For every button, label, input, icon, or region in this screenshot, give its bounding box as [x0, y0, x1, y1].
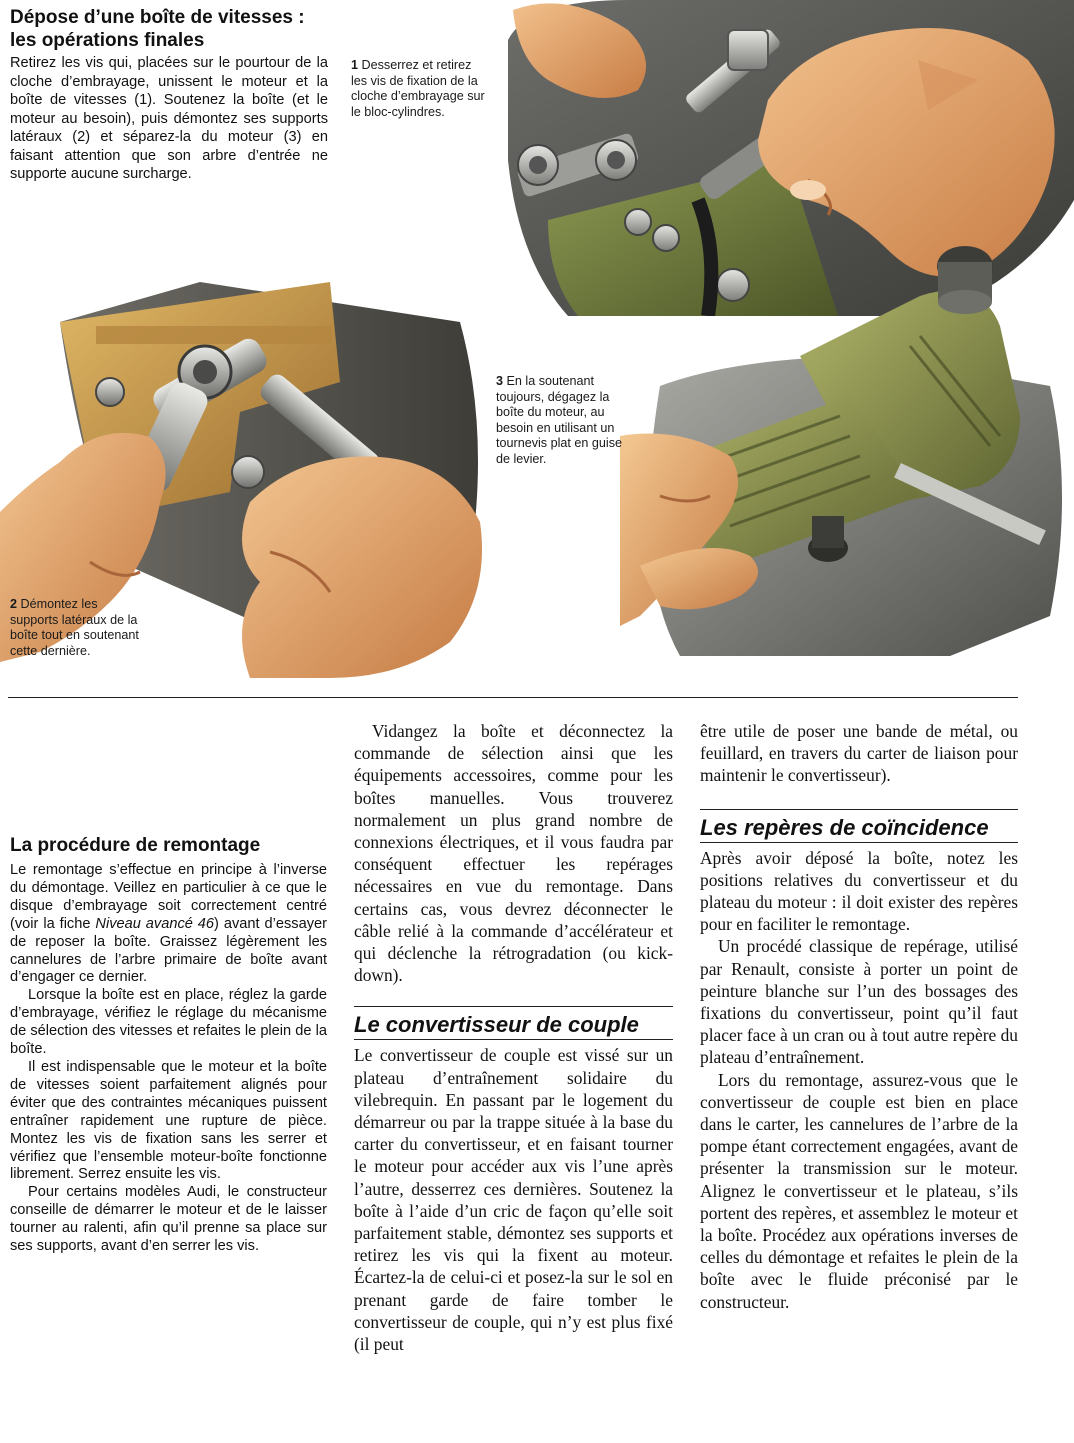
caption-1-number: 1 — [351, 58, 359, 72]
middle-heading-rule — [354, 1006, 673, 1007]
reperes-heading: Les repères de coïncidence — [700, 814, 989, 840]
remontage-paragraph-4: Pour certains modèles Audi, le constructeur conseille de démarrer le moteur et de le laisser tourner au ralenti, afin qu’il prenne sa place sur ses supports, avant d’en serrer les vis. — [10, 1184, 327, 1255]
caption-2-number: 2 — [10, 597, 18, 611]
caption-3-text: En la soutenant toujours, dégagez la boîte du moteur, au besoin en utilisant un tournevis plat en guise de levier. — [496, 374, 623, 466]
remontage-paragraph-1 — [10, 862, 327, 987]
page-title-line-1: Dépose d’une boîte de vitesses : — [10, 7, 305, 28]
caption-2 — [10, 597, 140, 659]
section-divider — [8, 697, 1018, 698]
caption-2-text: Démontez les supports latéraux de la boîte tout en soutenant cette dernière. — [10, 597, 139, 658]
remontage-p1-part-b: ) avant d’essayer de reposer la boîte. Graissez légèrement les cannelures de l’arbre primaire de boîte avant d’engager ce dernier. — [10, 915, 327, 986]
remontage-reference: Niveau avancé 46 — [95, 915, 215, 932]
remontage-paragraph-2: Lorsque la boîte est en place, réglez la garde d’embrayage, vérifiez le réglage du mécanisme de sélection des vitesses et refaites le plein de la boîte. — [10, 987, 327, 1058]
right-paragraph-3: Un procédé classique de repérage, utilisé par Renault, consiste à porter un point de peinture blanche sur l’un des bossages des fixations du convertisseur, point qu’il faut placer face à un cran ou à tout autre repère du plateau d’entraînement. — [700, 936, 1018, 1068]
intro-paragraph: Retirez les vis qui, placées sur le pourtour de la cloche d’embrayage, unissent le moteur et la boîte de vitesses (1). Soutenez la boîte (et le moteur au besoin), puis démontez ses supports latéraux (2) et séparez-la du moteur (3) en faisant attention que son arbre d’entrée ne supporte aucune surcharge. — [10, 55, 328, 182]
page-title — [10, 6, 340, 52]
column-right — [700, 720, 1018, 1313]
right-heading-underline — [700, 842, 1018, 843]
caption-3 — [496, 374, 624, 468]
remontage-paragraph-3: Il est indispensable que le moteur et la boîte de vitesses soient parfaitement alignés pour éviter que des contraintes mécaniques puissent entraîner rapidement une rupture de pièce. Montez les vis de fixation sans les serrer et vérifiez que l’ensemble moteur-boîte fonctionne librement. Serrez ensuite les vis. — [10, 1058, 327, 1183]
convertisseur-heading: Le convertisseur de couple — [354, 1012, 639, 1038]
illustration-3-remove-gearbox — [620, 236, 1074, 656]
right-paragraph-1: être utile de poser une bande de métal, ou feuillard, en travers du carter de liaison pour maintenir le convertisseur). — [700, 721, 1018, 786]
middle-paragraph-1: Vidangez la boîte et déconnectez la commande de sélection ainsi que les équipements accessoires, comme pour les boîtes manuelles. Vous trouverez normalement un plus grand nombre de connexions électriques, et il vous faudra par conséquent effectuer les repérages nécessaires en vue du remontage. Dans certains cas, vous devrez déconnecter le câble relié à la commande d’accélérateur et qui déclenche la rétrogradation (ou kick-down). — [354, 721, 673, 986]
caption-1 — [351, 58, 487, 120]
remontage-p1-part-a: Le remontage s’effectue en principe à l’inverse du démontage. Veillez en particulier à ce que le disque d’embrayage soit correctement centré (voir la fiche — [10, 862, 327, 932]
column-remontage — [10, 834, 327, 1256]
caption-1-text: Desserrez et retirez les vis de fixation de la cloche d’embrayage sur le bloc-cylindres. — [351, 58, 485, 119]
remontage-heading: La procédure de remontage — [10, 835, 261, 856]
right-heading-rule — [700, 809, 1018, 810]
page-title-line-2: les opérations finales — [10, 30, 205, 51]
column-middle — [354, 720, 673, 1355]
middle-heading-underline — [354, 1039, 673, 1040]
right-paragraph-2: Après avoir déposé la boîte, notez les positions relatives du convertisseur et du plateau du moteur : il doit exister des repères pour en faciliter le remontage. — [700, 847, 1018, 935]
right-paragraph-4: Lors du remontage, assurez-vous que le convertisseur de couple est bien en place dans le carter, les cannelures de l’arbre de la pompe étant correctement engagées, avant de présenter la transmission sur le moteur. Alignez le convertisseur et le plateau, s’ils portent des repères, et assemblez le moteur et la boîte. Procédez aux opérations inverses de celles du démontage et refaites le plein de la boîte avec le fluide préconisé par le constructeur. — [700, 1069, 1018, 1312]
middle-paragraph-2: Le convertisseur de couple est vissé sur un plateau d’entraînement solidaire du vilebrequin. En passant par le logement du démarreur ou par la trappe située à la base du carter du convertisseur, et en faisant tourner le moteur pour accéder aux vis l’une après l’autre, desserrez ces dernières. Soutenez la boîte à l’aide d’un cric de façon qu’elle soit parfaitement stable, démontez ses supports et retirez les vis qui la fixent au moteur. Écartez-la de celui-ci et posez-la sur le sol en prenant garde de faire tomber le convertisseur de couple, qui n’y est plus fixé (il peut — [354, 1045, 673, 1355]
caption-3-number: 3 — [496, 374, 504, 388]
